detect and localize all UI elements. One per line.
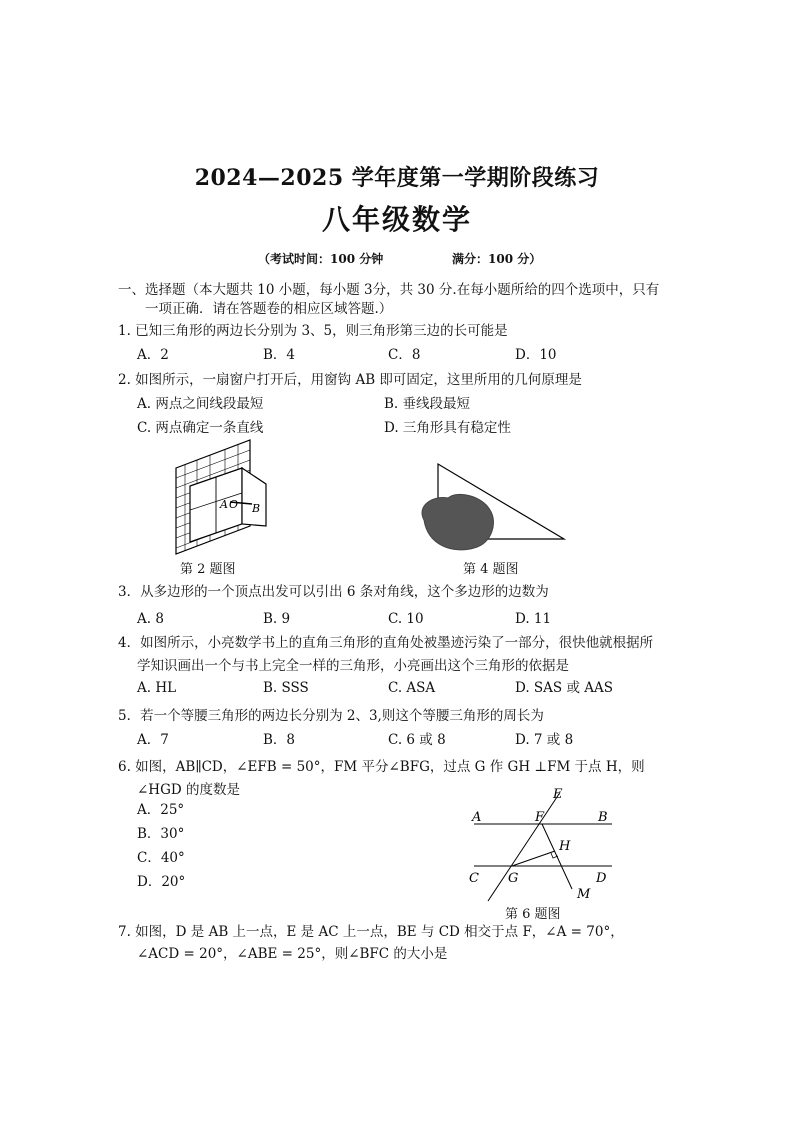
fig6-label-h: H xyxy=(559,839,571,854)
q2-option-a: A. 两点之间线段最短 xyxy=(137,396,264,412)
question-7-stem: 7. 如图，D 是 AB 上一点，E 是 AC 上一点，BE 与 CD 相交于点 F，∠A = 70°， xyxy=(118,924,624,940)
q2-option-c: C. 两点确定一条直线 xyxy=(137,420,264,436)
q3-option-b: B. 9 xyxy=(263,611,291,627)
q4-option-d: D. SAS 或 AAS xyxy=(515,680,614,696)
fig2-label-a: A xyxy=(220,498,228,511)
fig6-label-g: G xyxy=(508,871,519,886)
q4-option-a: A. HL xyxy=(137,680,177,696)
q5-option-d: D. 7 或 8 xyxy=(515,732,574,748)
figure-4-triangle xyxy=(412,460,572,555)
question-1-stem: 1. 已知三角形的两边长分别为 3、5，则三角形第三边的长可能是 xyxy=(118,323,508,339)
q5-option-b: B．8 xyxy=(263,732,296,748)
fig2-label-b: B xyxy=(252,502,261,515)
fig6-label-c: C xyxy=(469,871,479,886)
question-2-stem: 2. 如图所示，一扇窗户打开后，用窗钩 AB 即可固定，这里所用的几何原理是 xyxy=(118,372,582,388)
fig6-label-a: A xyxy=(472,810,482,825)
q1-option-d: D．10 xyxy=(515,347,557,363)
figure-4-caption: 第 4 题图 xyxy=(463,562,519,577)
q3-option-a: A. 8 xyxy=(137,611,164,627)
fig6-label-f: F xyxy=(535,810,545,825)
figure-6-parallel-lines xyxy=(462,786,622,904)
q3-option-d: D. 11 xyxy=(515,611,552,627)
question-4-stem: 4．如图所示，小亮数学书上的直角三角形的直角处被墨迹污染了一部分，很快他就根据所 xyxy=(118,635,654,651)
q5-option-c: C. 6 或 8 xyxy=(388,732,446,748)
q2-option-d: D. 三角形具有稳定性 xyxy=(384,420,511,436)
q1-option-c: C．8 xyxy=(388,347,421,363)
q1-option-b: B．4 xyxy=(263,347,296,363)
section-heading-cont: 一项正确．请在答题卷的相应区域答题.） xyxy=(145,301,393,317)
exam-title: 2024—2025 学年度第一学期阶段练习 xyxy=(194,165,600,191)
q6-option-a: A．25° xyxy=(137,802,185,818)
exam-time: （考试时间：100 分钟 xyxy=(258,252,384,266)
q3-option-c: C. 10 xyxy=(388,611,424,627)
exam-score: 满分：100 分） xyxy=(452,252,542,266)
q4-option-b: B. SSS xyxy=(263,680,309,696)
q6-option-d: D．20° xyxy=(137,874,186,890)
figure-2-caption: 第 2 题图 xyxy=(180,562,236,577)
fig6-label-m: M xyxy=(577,887,591,902)
fig2-label-o: O xyxy=(229,498,239,511)
q2-option-b: B. 垂线段最短 xyxy=(384,396,471,412)
q4-option-c: C. ASA xyxy=(388,680,436,696)
q1-option-a: A．2 xyxy=(137,347,169,363)
q6-option-b: B．30° xyxy=(137,826,185,842)
q5-option-a: A．7 xyxy=(137,732,169,748)
question-6-stem-cont: ∠HGD 的度数是 xyxy=(137,782,240,798)
figure-6-caption: 第 6 题图 xyxy=(505,907,561,922)
question-4-stem-cont: 学知识画出一个与书上完全一样的三角形，小亮画出这个三角形的依据是 xyxy=(137,658,569,674)
question-3-stem: 3．从多边形的一个顶点出发可以引出 6 条对角线，这个多边形的边数为 xyxy=(118,584,549,600)
question-7-stem-cont: ∠ACD = 20°，∠ABE = 25°，则∠BFC 的大小是 xyxy=(137,946,448,962)
fig6-label-e: E xyxy=(553,787,563,802)
fig6-label-b: B xyxy=(598,810,608,825)
section-heading: 一、选择题（本大题共 10 小题，每小题 3分，共 30 分.在每小题所给的四个选项中，只有 xyxy=(118,282,660,298)
question-5-stem: 5．若一个等腰三角形的两边长分别为 2、3,则这个等腰三角形的周长为 xyxy=(118,708,544,724)
q6-option-c: C．40° xyxy=(137,850,185,866)
exam-subject: 八年级数学 xyxy=(321,203,472,236)
question-6-stem: 6. 如图，AB∥CD，∠EFB = 50°，FM 平分∠BFG，过点 G 作 GH ⊥FM 于点 H，则 xyxy=(118,759,645,775)
fig6-label-d: D xyxy=(596,871,607,886)
figure-2-window xyxy=(170,438,280,558)
